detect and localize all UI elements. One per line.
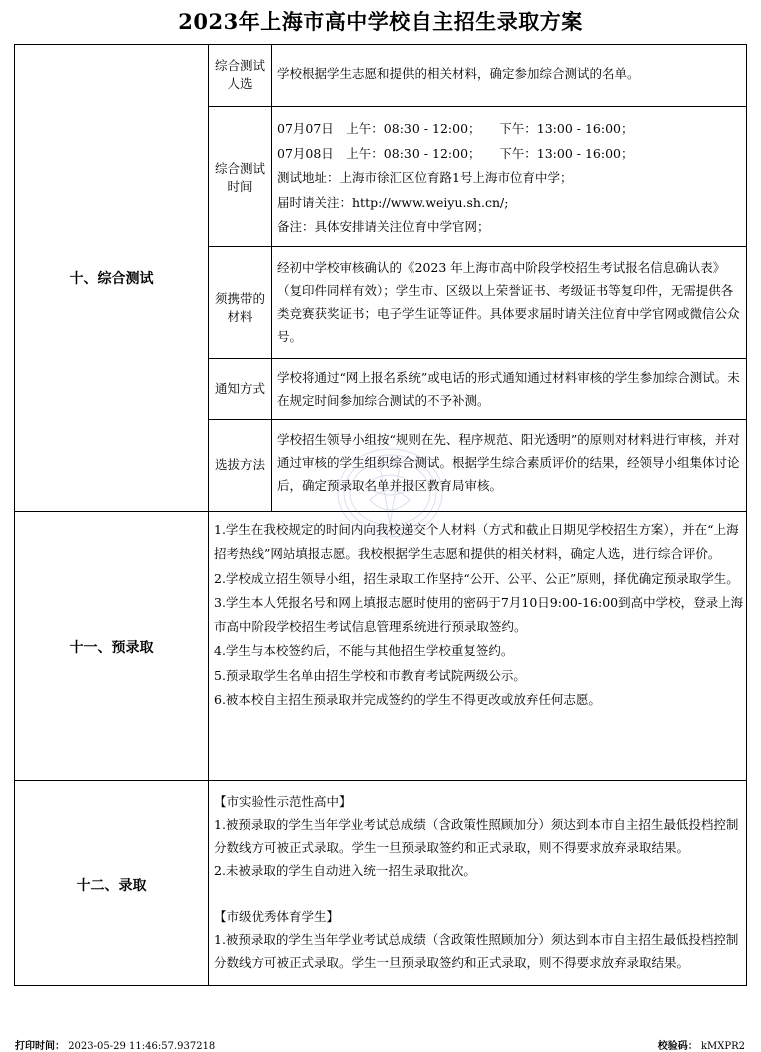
row-label-materials: 须携带的 材料 xyxy=(214,291,265,324)
section-title-admission: 十二、录取 xyxy=(76,878,147,894)
divider xyxy=(208,419,747,420)
row-content-materials: 经初中学校审核确认的《2023 年上海市高中阶段学校招生考试报名信息确认表》（复印件同样有效）；学生市、区级以上荣誉证书、考级证书等复印件，无需提供各类竞赛获奖证书；电子学生证等证件。具体要求届时请关注位育中学官网或微信公众号。 xyxy=(277,260,740,344)
code-label: 校验码： xyxy=(657,1041,698,1052)
divider xyxy=(14,511,747,512)
section-title-comprehensive-test: 十、综合测试 xyxy=(69,271,154,287)
row-content-selection: 学校招生领导小组按“规则在先、程序规范、阳光透明”的原则对材料进行审核，并对通过审核的学生组织综合测试。根据学生综合素质评价的结果，经领导小组集体讨论后，确定预录取名单并报区教育局审核。 xyxy=(277,432,740,493)
row-label-selection: 选拔方法 xyxy=(214,457,265,472)
list-item: 1.学生在我校规定的时间内向我校递交个人材料（方式和截止日期见学校招生方案），并在“上海招考热线”网站填报志愿。我校根据学生志愿和提供的相关材料，确定人选，进行综合评价。 xyxy=(214,522,739,562)
list-item: 1.被预录取的学生当年学业考试总成绩（含政策性照顾加分）须达到本市自主招生最低投档控制分数线方可被正式录取。学生一旦预录取签约和正式录取，则不得要求放弃录取结果。 xyxy=(214,932,739,970)
code-value: kMXPR2 xyxy=(700,1041,745,1052)
row-label-test-time: 综合测试 时间 xyxy=(214,161,265,194)
row-content-notification: 学校将通过“网上报名系统”或电话的形式通知通过材料审核的学生参加综合测试。未在规定时间参加综合测试的不予补测。 xyxy=(277,370,740,408)
list-item: 2.未被录取的学生自动进入统一招生录取批次。 xyxy=(214,863,476,878)
divider xyxy=(14,780,747,781)
list-item: 3.学生本人凭报名号和网上填报志愿时使用的密码于7月10日9:00-16:00到高中学校，登录上海市高中阶段学校招生考试信息管理系统进行预录取签约。 xyxy=(214,594,744,635)
row-content-candidates: 学校根据学生志愿和提供的相关材料，确定参加综合测试的名单。 xyxy=(277,66,640,81)
print-time-value: 2023-05-29 11:46:57.937218 xyxy=(68,1041,216,1052)
admission-content xyxy=(214,790,744,974)
divider xyxy=(208,358,747,359)
list-item: 6.被本校自主招生预录取并完成签约的学生不得更改或放弃任何志愿。 xyxy=(214,692,601,708)
divider xyxy=(208,246,747,247)
section-title-pre-admission: 十一、预录取 xyxy=(69,640,154,656)
row-label-candidates: 综合测试 人选 xyxy=(214,58,265,91)
divider xyxy=(208,106,747,107)
row-label-notification: 通知方式 xyxy=(214,381,265,396)
list-item: 4.学生与本校签约后，不能与其他招生学校重复签约。 xyxy=(214,643,514,659)
divider xyxy=(271,44,272,511)
list-item: 2.学校成立招生领导小组，招生录取工作坚持“公开、公平、公正”原则，择优确定预录取学生。 xyxy=(214,570,739,586)
page-title: 2023年上海市高中学校自主招生录取方案 xyxy=(178,9,583,34)
row-content-test-time: 07月07日 上午：08:30 - 12:00； 下午：13:00 - 16:00； 07月08日 上午：08:30 - 12:00； 下午：13:00 - 16:00； 测试地址：上海市徐汇区位育路1号上海市位育中学； 届时请关注：http://www.weiyu.sh.cn/; 备注：具体安排请关注位育中学官网； xyxy=(277,121,634,234)
pre-admission-content xyxy=(214,518,744,712)
print-time-label: 打印时间： xyxy=(15,1041,65,1052)
list-item: 5.预录取学生名单由招生学校和市教育考试院两级公示。 xyxy=(214,667,526,683)
group-heading: 【市实验性示范性高中】 xyxy=(214,794,352,809)
group-heading: 【市级优秀体育学生】 xyxy=(214,909,340,924)
list-item: 1.被预录取的学生当年学业考试总成绩（含政策性照顾加分）须达到本市自主招生最低投档控制分数线方可被正式录取。学生一旦预录取签约和正式录取，则不得要求放弃录取结果。 xyxy=(214,817,739,855)
